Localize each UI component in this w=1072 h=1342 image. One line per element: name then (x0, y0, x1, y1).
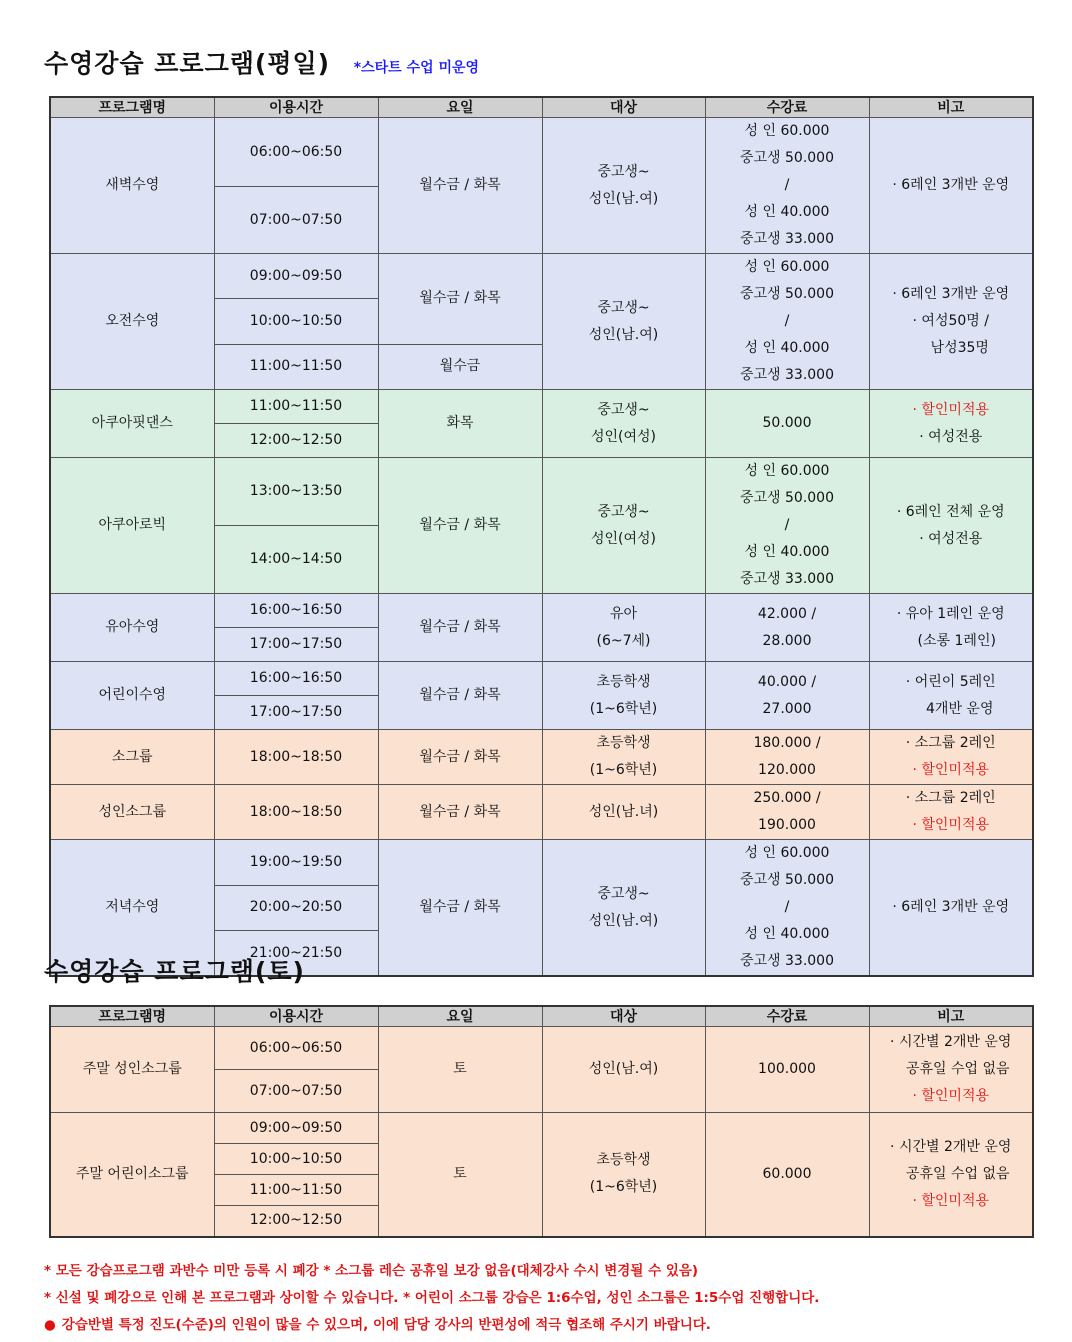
header-target: 대상 (542, 1006, 705, 1027)
day-cell: 월수금 / 화목 (378, 785, 542, 840)
day-cell: 월수금 / 화목 (378, 840, 542, 977)
time-slot: 19:00~19:50 (214, 840, 378, 886)
day-cell: 토 (378, 1027, 542, 1113)
target-line: 초등학생 (596, 673, 651, 690)
day-cell: 월수금 (378, 344, 542, 389)
footer-line (44, 1312, 819, 1339)
time-slot: 18:00~18:50 (214, 730, 378, 785)
notes-cell (869, 840, 1033, 977)
note-line: · 여성50명 / (912, 313, 989, 329)
time-slot: 06:00~06:50 (214, 118, 378, 187)
time-slot: 17:00~17:50 (214, 628, 378, 662)
target-line: (1~6학년) (589, 700, 658, 717)
fee-line: 중고생 50.000 (739, 490, 834, 506)
target-line: 성인(남.여) (588, 912, 659, 929)
target-line: 중고생~ (597, 885, 650, 902)
time-slot: 12:00~12:50 (214, 424, 378, 458)
target-line: 초등학생 (596, 1152, 651, 1169)
target-cell (542, 1027, 705, 1113)
time-slot: 10:00~10:50 (214, 1144, 378, 1175)
table-row (50, 118, 1033, 187)
program-name: 어린이수영 (50, 662, 214, 730)
fee-line: 성 인 60.000 (744, 259, 830, 275)
program-name: 아쿠아핏댄스 (50, 390, 214, 458)
target-line: (6~7세) (596, 632, 651, 649)
target-line: 중고생~ (597, 401, 650, 418)
table-row (50, 662, 1033, 696)
table-row (50, 390, 1033, 424)
header-time: 이용시간 (214, 97, 378, 118)
fee-cell (705, 254, 869, 390)
notes-cell (869, 662, 1033, 730)
fee-line: / (784, 899, 790, 915)
table-header-row (50, 97, 1033, 118)
fee-line: 27.000 (762, 700, 812, 717)
table-row (50, 254, 1033, 299)
fee-line: 중고생 33.000 (739, 953, 834, 969)
fee-cell (705, 1027, 869, 1113)
header-fee: 수강료 (705, 97, 869, 118)
table-row (50, 785, 1033, 840)
note-line: (소롱 1레인) (917, 632, 996, 649)
note-line: · 시간별 2개반 운영 (890, 1138, 1012, 1155)
target-line: 중고생~ (597, 163, 650, 180)
fee-line: 100.000 (758, 1061, 816, 1077)
target-cell (542, 118, 705, 254)
program-name: 주말 성인소그룹 (50, 1027, 214, 1113)
fee-line: / (784, 177, 790, 193)
note-line: · 할인미적용 (912, 762, 990, 778)
target-cell (542, 594, 705, 662)
note-line: · 할인미적용 (912, 817, 990, 833)
weekday-title: 수영강습 프로그램(평일) (44, 49, 331, 78)
day-cell: 토 (378, 1113, 542, 1237)
notes-cell (869, 1027, 1033, 1113)
header-program: 프로그램명 (50, 1006, 214, 1027)
saturday-title: 수영강습 프로그램(토) (44, 957, 305, 986)
note-line: 4개반 운영 (926, 700, 994, 717)
table-row (50, 840, 1033, 886)
footer-line-text: 강습반별 특정 진도(수준)의 인원이 많을 수 있으며, 이에 담당 강사의 반편성에 적극 협조해 주시기 바랍니다. (61, 1317, 711, 1333)
fee-cell (705, 785, 869, 840)
footer-line: * 신설 및 폐강으로 인해 본 프로그램과 상이할 수 있습니다. * 어린이 소그룹 강습은 1:6수업, 성인 소그룹은 1:5수업 진행합니다. (44, 1290, 820, 1306)
note-line: · 유아 1레인 운영 (896, 605, 1005, 622)
target-line: 중고생~ (597, 299, 650, 316)
notes-cell (869, 390, 1033, 458)
fee-cell (705, 730, 869, 785)
fee-line: / (784, 517, 790, 533)
fee-line: 중고생 50.000 (739, 150, 834, 166)
fee-line: 성 인 60.000 (744, 123, 830, 139)
fee-line: 40.000 / (757, 673, 817, 690)
notes-cell (869, 254, 1033, 390)
time-slot: 20:00~20:50 (214, 885, 378, 931)
saturday-section-title (44, 952, 305, 988)
note-line: 공휴일 수업 없음 (905, 1165, 1010, 1182)
day-cell: 월수금 / 화목 (378, 118, 542, 254)
note-line: · 할인미적용 (912, 401, 990, 418)
time-slot: 16:00~16:50 (214, 662, 378, 696)
day-cell: 월수금 / 화목 (378, 730, 542, 785)
time-slot: 21:00~21:50 (214, 931, 378, 977)
target-line: (1~6학년) (589, 762, 658, 778)
header-target: 대상 (542, 97, 705, 118)
header-program: 프로그램명 (50, 97, 214, 118)
fee-line: 중고생 50.000 (739, 286, 834, 302)
fee-line: 60.000 (762, 1165, 812, 1182)
fee-line: 180.000 / (753, 735, 821, 751)
time-slot: 09:00~09:50 (214, 1113, 378, 1144)
day-cell: 월수금 / 화목 (378, 662, 542, 730)
program-name: 소그룹 (50, 730, 214, 785)
fee-line: 성 인 40.000 (744, 204, 830, 220)
time-slot: 12:00~12:50 (214, 1206, 378, 1237)
fee-line: 성 인 40.000 (744, 544, 830, 560)
note-line: · 여성전용 (919, 530, 983, 547)
day-cell: 월수금 / 화목 (378, 458, 542, 594)
notes-cell (869, 458, 1033, 594)
time-slot: 11:00~11:50 (214, 1175, 378, 1206)
notes-cell (869, 785, 1033, 840)
program-name: 오전수영 (50, 254, 214, 390)
target-cell (542, 254, 705, 390)
day-cell: 월수금 / 화목 (378, 594, 542, 662)
target-line: 성인(여성) (590, 530, 657, 547)
bullet-icon: ● (44, 1317, 56, 1333)
table-row (50, 730, 1033, 785)
note-line: · 할인미적용 (912, 1192, 990, 1209)
target-line: 성인(여성) (590, 428, 657, 445)
fee-line: 중고생 33.000 (739, 367, 834, 383)
program-name: 주말 어린이소그룹 (50, 1113, 214, 1237)
time-slot: 10:00~10:50 (214, 299, 378, 344)
footer-line: * 모든 강습프로그램 과반수 미만 등록 시 폐강 * 소그룹 레슨 공휴일 보강 없음(대체강사 수시 변경될 수 있음) (44, 1263, 699, 1279)
fee-line: 중고생 33.000 (739, 231, 834, 247)
note-line: · 6레인 3개반 운영 (892, 899, 1010, 915)
time-slot: 17:00~17:50 (214, 696, 378, 730)
note-line: · 소그룹 2레인 (905, 790, 996, 806)
time-slot: 11:00~11:50 (214, 390, 378, 424)
fee-line: / (784, 313, 790, 329)
table-header-row (50, 1006, 1033, 1027)
program-name: 성인소그룹 (50, 785, 214, 840)
fee-line: 28.000 (762, 632, 812, 649)
day-cell: 월수금 / 화목 (378, 254, 542, 345)
target-line: 성인(남.여) (588, 326, 659, 343)
time-slot: 11:00~11:50 (214, 344, 378, 389)
fee-cell (705, 840, 869, 977)
header-day: 요일 (378, 1006, 542, 1027)
target-cell (542, 785, 705, 840)
fee-cell (705, 118, 869, 254)
notes-cell (869, 1113, 1033, 1237)
time-slot: 16:00~16:50 (214, 594, 378, 628)
table-row (50, 1113, 1033, 1144)
day-cell: 화목 (378, 390, 542, 458)
header-day: 요일 (378, 97, 542, 118)
target-cell (542, 840, 705, 977)
table-row (50, 594, 1033, 628)
fee-line: 42.000 / (757, 605, 817, 622)
header-fee: 수강료 (705, 1006, 869, 1027)
note-line: · 시간별 2개반 운영 (890, 1034, 1012, 1050)
target-line: 유아 (609, 605, 638, 622)
target-line: 성인(남.여) (588, 1061, 659, 1077)
note-line: · 여성전용 (919, 428, 983, 445)
fee-cell (705, 662, 869, 730)
weekday-section-title (44, 44, 479, 80)
target-line: 초등학생 (596, 735, 651, 751)
time-slot: 07:00~07:50 (214, 187, 378, 254)
header-notes: 비고 (869, 97, 1033, 118)
fee-line: 중고생 50.000 (739, 872, 834, 888)
table-row (50, 1027, 1033, 1070)
target-line: (1~6학년) (589, 1179, 658, 1196)
target-line: 중고생~ (597, 503, 650, 520)
note-line: 공휴일 수업 없음 (905, 1061, 1010, 1077)
time-slot: 14:00~14:50 (214, 526, 378, 594)
table-row (50, 458, 1033, 526)
time-slot: 13:00~13:50 (214, 458, 378, 526)
weekday-note: *스타트 수업 미운영 (353, 60, 480, 76)
fee-line: 50.000 (762, 415, 812, 431)
time-slot: 07:00~07:50 (214, 1070, 378, 1113)
program-name: 저녁수영 (50, 840, 214, 977)
target-cell (542, 1113, 705, 1237)
header-time: 이용시간 (214, 1006, 378, 1027)
fee-line: 성 인 40.000 (744, 926, 830, 942)
time-slot: 09:00~09:50 (214, 254, 378, 299)
time-slot: 18:00~18:50 (214, 785, 378, 840)
target-cell (542, 730, 705, 785)
fee-cell (705, 458, 869, 594)
fee-line: 190.000 (758, 817, 816, 833)
fee-line: 성 인 60.000 (744, 463, 830, 479)
target-cell (542, 390, 705, 458)
program-name: 유아수영 (50, 594, 214, 662)
program-name: 새벽수영 (50, 118, 214, 254)
fee-line: 성 인 60.000 (744, 845, 830, 861)
fee-cell (705, 594, 869, 662)
fee-cell (705, 1113, 869, 1237)
note-line: · 6레인 3개반 운영 (892, 177, 1010, 193)
note-line: · 6레인 전체 운영 (896, 503, 1005, 520)
notes-cell (869, 594, 1033, 662)
note-line: · 어린이 5레인 (905, 673, 996, 690)
time-slot: 06:00~06:50 (214, 1027, 378, 1070)
weekday-schedule-table (49, 96, 1034, 977)
program-name: 아쿠아로빅 (50, 458, 214, 594)
note-line: 남성35명 (930, 340, 989, 356)
fee-line: 성 인 40.000 (744, 340, 830, 356)
note-line: · 6레인 3개반 운영 (892, 286, 1010, 302)
fee-line: 120.000 (758, 762, 816, 778)
header-notes: 비고 (869, 1006, 1033, 1027)
target-cell (542, 458, 705, 594)
target-cell (542, 662, 705, 730)
fee-line: 250.000 / (753, 790, 821, 806)
saturday-schedule-table (49, 1005, 1034, 1238)
notes-cell (869, 730, 1033, 785)
target-line: 성인(남.녀) (588, 803, 659, 820)
footer-notes (44, 1258, 819, 1339)
fee-line: 중고생 33.000 (739, 571, 834, 587)
note-line: · 할인미적용 (912, 1088, 990, 1104)
fee-cell (705, 390, 869, 458)
target-line: 성인(남.여) (588, 190, 659, 207)
notes-cell (869, 118, 1033, 254)
note-line: · 소그룹 2레인 (905, 735, 996, 751)
